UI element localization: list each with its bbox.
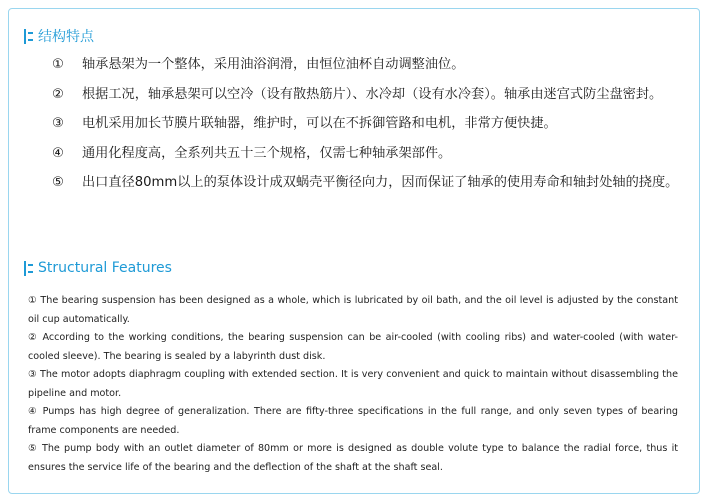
cn-feature-list <box>24 50 696 198</box>
en-section-title: Structural Features <box>38 260 172 276</box>
cn-feature-text: 通用化程度高，全系列共五十三个规格，仅需七种轴承架部件。 <box>82 145 452 161</box>
cn-feature-number: ③ <box>52 116 64 131</box>
cn-feature-text: 根据工况，轴承悬架可以空冷（设有散热筋片）、水冷却（设有水冷套）。轴承由迷宫式防尘盘密封。 <box>82 86 663 102</box>
cn-section-heading <box>24 26 94 46</box>
cn-feature-item <box>24 50 696 80</box>
heading-bracket-icon <box>24 29 33 44</box>
en-feature-item: ② According to the working conditions, the bearing suspension can be air-cooled (with cooling ribs) and water-cooled (with water-cooled sleeve). The bearing is sealed by a labyrinth dust disk. <box>28 332 678 362</box>
cn-feature-number: ⑤ <box>52 175 64 190</box>
cn-feature-text: 出口直径80mm以上的泵体设计成双蜗壳平衡径向力，因而保证了轴承的使用寿命和轴封处轴的挠度。 <box>82 175 679 190</box>
cn-feature-text: 电机采用加长节膜片联轴器，维护时，可以在不拆御管路和电机，非常方便快捷。 <box>82 116 557 131</box>
cn-feature-text: 轴承悬架为一个整体，采用油浴润滑，由恒位油杯自动调整油位。 <box>82 57 465 72</box>
en-feature-list <box>28 292 678 477</box>
en-feature-item: ⑤ The pump body with an outlet diameter of 80mm or more is designed as double volute type to balance the radial force, thus it ensures the service life of the bearing and the deflection of the shaft at the shaft seal. <box>28 443 678 473</box>
cn-feature-item <box>24 139 696 169</box>
heading-bracket-icon <box>24 261 33 276</box>
cn-feature-item <box>24 168 696 198</box>
cn-feature-number: ① <box>52 57 64 72</box>
cn-feature-number: ④ <box>52 145 64 161</box>
en-feature-item: ④ Pumps has high degree of generalization. There are fifty-three specifications in the full range, and only seven types of bearing frame components are needed. <box>28 406 678 436</box>
cn-section-title: 结构特点 <box>38 29 94 45</box>
en-feature-item: ③ The motor adopts diaphragm coupling with extended section. It is very convenient and quick to maintain without disassembling the pipeline and motor. <box>28 369 678 399</box>
cn-feature-item <box>24 109 696 139</box>
en-section-heading <box>24 260 172 276</box>
en-feature-item: ① The bearing suspension has been designed as a whole, which is lubricated by oil bath, and the oil level is adjusted by the constant oil cup automatically. <box>28 295 678 325</box>
cn-feature-item <box>24 80 696 110</box>
cn-feature-number: ② <box>52 86 64 102</box>
